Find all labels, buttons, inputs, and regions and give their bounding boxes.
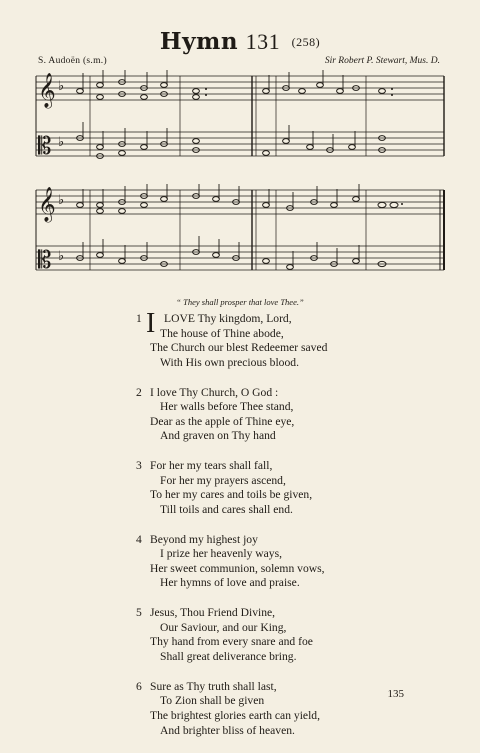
verse-line: 2 I love Thy Church, O God : — [136, 385, 279, 399]
verse-line — [150, 635, 410, 650]
svg-text:♭: ♭ — [58, 193, 65, 208]
verse-line — [150, 356, 410, 371]
verse-line-text: To Zion shall be given — [160, 694, 265, 708]
svg-text:♭: ♭ — [58, 79, 65, 94]
verse-line: 3 For her my tears shall fall, — [136, 459, 273, 473]
verse-line-text: To her my cares and toils be given, — [150, 488, 313, 502]
hymn-word: Hymn — [159, 28, 239, 55]
page-number: 135 — [387, 688, 404, 700]
svg-text:𝄞: 𝄞 — [38, 187, 56, 222]
svg-text:♭: ♭ — [58, 249, 65, 264]
music-score-system-2 — [0, 184, 480, 284]
verse-line — [150, 709, 410, 724]
verse-line — [150, 621, 410, 636]
verse-line-text: With His own precious blood. — [160, 355, 299, 369]
verse-line — [150, 415, 410, 430]
old-hymn-number: (258) — [291, 35, 321, 49]
verse-line-text: Our Saviour, and our King, — [160, 620, 287, 634]
verse-line — [150, 576, 410, 591]
verse-line — [150, 400, 410, 415]
svg-text:𝄡: 𝄡 — [38, 132, 52, 160]
verse-5 — [136, 606, 410, 664]
svg-text:𝄞: 𝄞 — [38, 73, 56, 108]
verse-6 — [136, 679, 410, 738]
verse-line — [150, 327, 410, 342]
tune-name: S. Audoën (s.m.) — [38, 56, 107, 66]
verse-line-text: Jesus, Thou Friend Divine, — [150, 606, 276, 620]
verse-4 — [136, 532, 410, 591]
verse-line: 1 I LOVE Thy kingdom, Lord, — [136, 308, 292, 339]
verse-2 — [136, 385, 410, 444]
music-score-system-1 — [0, 70, 480, 170]
verse-line — [150, 503, 410, 518]
verse-line-text: Dear as the apple of Thine eye, — [150, 414, 295, 428]
verse-line: 5 Jesus, Thou Friend Divine, — [136, 606, 276, 620]
verse-1 — [136, 308, 410, 370]
verse-3 — [136, 459, 410, 517]
verse-line-text: Her hymns of love and praise. — [160, 576, 300, 590]
verse-line-text: The brightest glories earth can yield, — [150, 709, 320, 722]
verse-line-text: Sure as Thy truth shall last, — [150, 679, 277, 693]
verse-line — [150, 474, 410, 489]
verse-line — [150, 429, 410, 444]
verse-line-text: And graven on Thy hand — [160, 429, 276, 443]
verse-line-text: Till toils and cares shall end. — [160, 502, 293, 516]
verse-line-text: I prize her heavenly ways, — [160, 547, 283, 561]
drop-cap: I — [146, 308, 156, 339]
verse-line-text: Beyond my highest joy — [150, 532, 258, 546]
svg-text:𝄡: 𝄡 — [38, 246, 52, 274]
verse-line-text: For her my prayers ascend, — [160, 473, 286, 487]
composer-credit: Sir Robert P. Stewart, Mus. D. — [324, 56, 440, 66]
verses — [136, 308, 410, 753]
verse-line-text: And brighter bliss of heaven. — [160, 723, 295, 737]
hymn-number: 131 — [245, 29, 281, 54]
verse-line-text: Thy hand from every snare and foe — [150, 635, 313, 649]
svg-text:♭: ♭ — [58, 135, 65, 150]
verse-line-text: The Church our blest Redeemer saved — [150, 341, 328, 355]
verse-line-text: Her sweet communion, solemn vows, — [150, 561, 325, 575]
verse-line — [150, 547, 410, 562]
hymn-motto: “ They shall prosper that love Thee.” — [176, 297, 304, 307]
verse-line — [150, 488, 410, 503]
verse-line-text: The house of Thine abode, — [160, 326, 284, 340]
verse-line-text: Shall great deliverance bring. — [160, 650, 297, 664]
verse-line-text: For her my tears shall fall, — [150, 459, 273, 473]
hymn-title — [0, 28, 480, 55]
verse-line — [150, 694, 410, 709]
verse-line — [150, 341, 410, 356]
verse-line: 6 Sure as Thy truth shall last, — [136, 679, 277, 693]
verse-line-text: I love Thy Church, O God : — [150, 385, 279, 399]
verse-line-text: Her walls before Thee stand, — [160, 400, 294, 414]
verse-line-text: LOVE Thy kingdom, Lord, — [164, 312, 292, 325]
verse-line — [150, 724, 410, 739]
verse-line: 4 Beyond my highest joy — [136, 532, 258, 546]
verse-line — [150, 562, 410, 577]
verse-line — [150, 650, 410, 665]
